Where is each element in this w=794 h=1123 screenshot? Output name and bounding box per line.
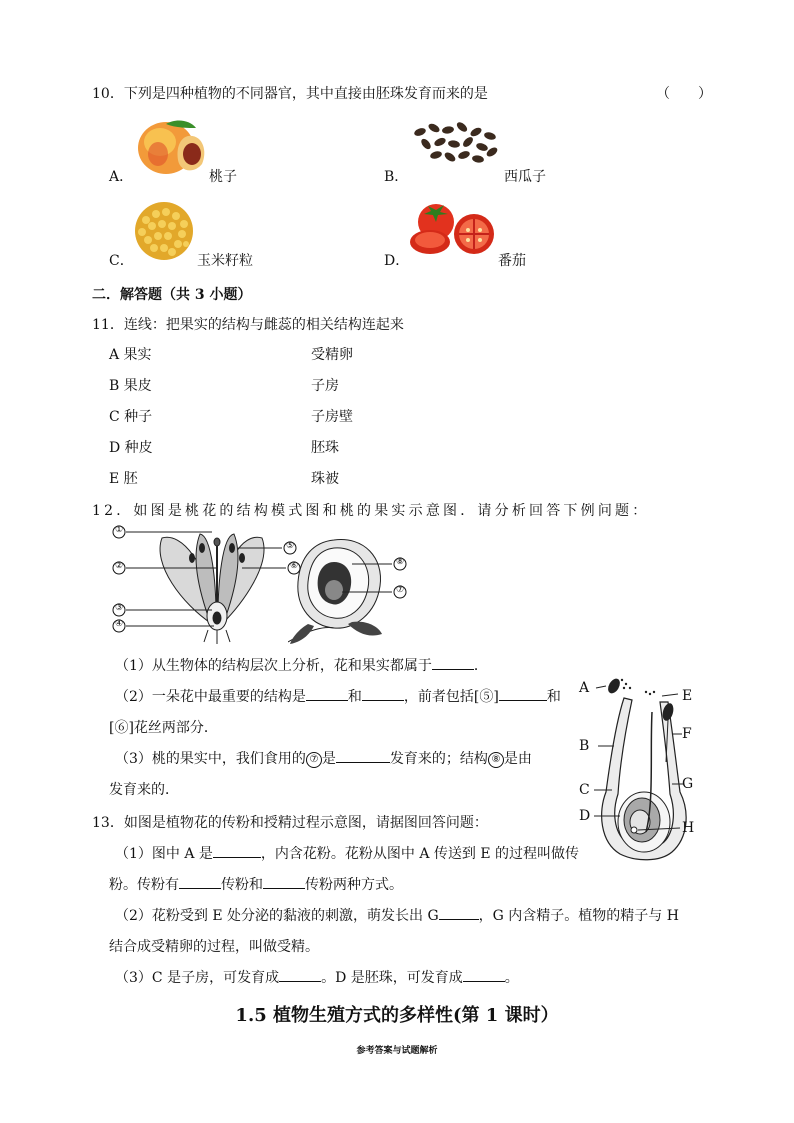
q11-right-item: 受精卵 <box>311 347 353 363</box>
q10-option-d-letter: D． <box>384 253 410 269</box>
answer-blank[interactable] <box>432 655 474 670</box>
answer-blank[interactable] <box>263 874 305 889</box>
q12-part3-cont: 发育来的． <box>109 782 179 798</box>
diagram-label-5: ⑤ <box>286 541 295 551</box>
q13-part2-cont: 结合成受精卵的过程，叫做受精。 <box>109 939 319 955</box>
answer-blank[interactable] <box>213 843 261 858</box>
diagram-label-d: D <box>579 808 591 824</box>
q12-part2-cont: [⑥]花丝两部分． <box>109 720 218 736</box>
q13-part1: （1）图中 A 是 ，内含花粉。花粉从图中 A 传送到 E 的过程叫做传 <box>115 843 579 863</box>
answer-blank[interactable] <box>179 874 221 889</box>
diagram-label-h: H <box>682 820 695 836</box>
diagram-label-3: ③ <box>115 603 124 613</box>
q12-stem: 12．如图是桃花的结构模式图和桃的果实示意图．请分析回答下例问题： <box>92 503 650 519</box>
q13-part3: （3）C 是子房，可发育成 。D 是胚珠，可发育成 。 <box>115 967 519 987</box>
diagram-label-7: ⑦ <box>396 585 405 595</box>
diagram-label-1: ① <box>115 525 124 535</box>
q10-option-b-letter: B． <box>384 169 409 185</box>
corn-kernels-image <box>132 200 196 262</box>
answer-blank[interactable] <box>362 686 404 701</box>
diagram-label-c: C <box>579 782 590 798</box>
q12-part3: （3）桃的果实中，我们食用的 ⑦ 是 发育来的；结构 ⑧ 是由 <box>115 748 532 768</box>
peach-image <box>136 114 208 176</box>
diagram-label-a: A <box>579 680 590 696</box>
diagram-label-2: ② <box>115 561 124 571</box>
watermelon-seeds-image <box>408 120 500 168</box>
q10-option-a-letter: A． <box>109 169 134 185</box>
answer-blank[interactable] <box>306 686 348 701</box>
q11-right-item: 珠被 <box>311 471 339 487</box>
q11-left-item: C 种子 <box>109 409 153 425</box>
q11-left-item: B 果皮 <box>109 378 152 394</box>
q11-left-item: E 胚 <box>109 471 138 487</box>
q13-stem: 13．如图是植物花的传粉和授精过程示意图，请据图回答问题： <box>92 815 488 831</box>
q10-option-a-label: 桃子 <box>209 169 237 185</box>
q12-part2: （2）一朵花中最重要的结构是 和 ，前者包括[⑤] 和 <box>115 686 561 706</box>
circled-number: ⑦ <box>306 752 322 768</box>
answer-blank[interactable] <box>336 748 390 763</box>
tomato-image <box>408 200 498 258</box>
q12-part1: （1）从生物体的结构层次上分析，花和果实都属于 ． <box>115 655 488 675</box>
lesson-title: 1.5 植物生殖方式的多样性(第 1 课时） <box>235 1005 559 1026</box>
q13-part2: （2）花粉受到 E 处分泌的黏液的刺激，萌发长出 G ，G 内含精子。植物的精子与 H <box>115 905 679 925</box>
answer-blank[interactable] <box>463 967 505 982</box>
q11-left-item: D 种皮 <box>109 440 153 456</box>
diagram-label-e: E <box>682 688 693 704</box>
answer-blank[interactable] <box>499 686 547 701</box>
q10-option-d-label: 番茄 <box>498 253 526 269</box>
q11-right-item: 子房 <box>311 378 339 394</box>
q10-answer-paren: （ ） <box>656 86 712 102</box>
peach-flower-diagram <box>112 524 310 644</box>
q10-option-c-letter: C． <box>109 253 134 269</box>
q10-option-c-label: 玉米籽粒 <box>197 253 253 269</box>
q10-option-b-label: 西瓜子 <box>504 169 546 185</box>
section-heading: 二．解答题（共 3 小题） <box>92 287 252 303</box>
diagram-label-4: ④ <box>115 619 124 629</box>
diagram-label-6: ⑥ <box>290 561 299 571</box>
diagram-label-g: G <box>682 776 694 792</box>
q11-right-item: 胚珠 <box>311 440 339 456</box>
q10-stem: 10．下列是四种植物的不同器官，其中直接由胚珠发育而来的是 <box>92 86 488 102</box>
q11-right-item: 子房壁 <box>311 409 353 425</box>
diagram-label-f: F <box>682 726 692 742</box>
q11-stem: 11．连线：把果实的结构与雌蕊的相关结构连起来 <box>92 317 404 333</box>
q13-part1-cont: 粉。传粉有 传粉和 传粉两种方式。 <box>109 874 403 894</box>
answer-blank[interactable] <box>279 967 321 982</box>
answer-blank[interactable] <box>439 905 479 920</box>
answer-key-subtitle: 参考答案与试题解析 <box>356 1046 438 1056</box>
circled-number: ⑧ <box>488 752 504 768</box>
q11-left-item: A 果实 <box>109 347 152 363</box>
diagram-label-b: B <box>579 738 590 754</box>
diagram-label-8: ⑧ <box>396 557 405 567</box>
